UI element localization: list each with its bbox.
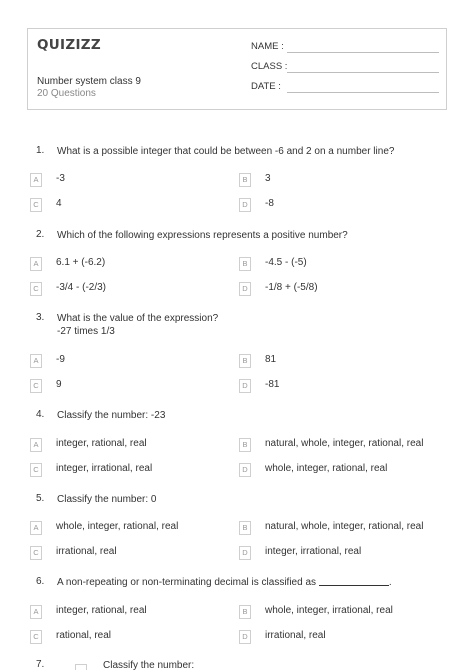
question-text: Which of the following expressions represents a positive number? bbox=[57, 230, 348, 241]
option-text: whole, integer, rational, real bbox=[265, 463, 388, 474]
option-letter: C bbox=[30, 198, 42, 212]
option-letter: B bbox=[239, 354, 251, 368]
question-text: Classify the number: -23 bbox=[57, 410, 166, 421]
option-letter: B bbox=[239, 438, 251, 452]
answer-blank bbox=[319, 585, 389, 586]
question-text: What is a possible integer that could be between -6 and 2 on a number line? bbox=[57, 146, 395, 157]
option-text: natural, whole, integer, rational, real bbox=[265, 438, 424, 449]
question-text-end: . bbox=[388, 577, 392, 588]
option-text: 9 bbox=[56, 379, 62, 390]
question-number: 5. bbox=[36, 493, 45, 504]
class-field[interactable] bbox=[287, 72, 439, 73]
option-letter: B bbox=[239, 521, 251, 535]
class-label: CLASS : bbox=[251, 61, 288, 72]
question-number: 4. bbox=[36, 409, 45, 420]
question-text: Classify the number: 0 bbox=[57, 494, 157, 505]
option-letter: C bbox=[30, 546, 42, 560]
date-field[interactable] bbox=[287, 92, 439, 93]
option-letter: C bbox=[30, 630, 42, 644]
option-text: integer, rational, real bbox=[56, 605, 147, 616]
question-number: 7. bbox=[36, 659, 45, 670]
option-letter-partial bbox=[75, 664, 87, 670]
option-text: -3 bbox=[56, 173, 65, 184]
worksheet-subtitle: 20 Questions bbox=[37, 88, 96, 99]
option-text: natural, whole, integer, rational, real bbox=[265, 521, 424, 532]
option-text: whole, integer, rational, real bbox=[56, 521, 179, 532]
option-text: irrational, real bbox=[265, 630, 326, 641]
question-number: 2. bbox=[36, 229, 45, 240]
option-letter: B bbox=[239, 257, 251, 271]
option-text: -9 bbox=[56, 354, 65, 365]
worksheet-title: Number system class 9 bbox=[37, 76, 141, 87]
option-letter: A bbox=[30, 438, 42, 452]
option-text: -1/8 + (-5/8) bbox=[265, 282, 318, 293]
option-text: -4.5 - (-5) bbox=[265, 257, 307, 268]
option-letter: C bbox=[30, 463, 42, 477]
option-letter: A bbox=[30, 354, 42, 368]
question-text-part: A non-repeating or non-terminating decimal is classified as bbox=[57, 577, 317, 588]
question-text: Classify the number: bbox=[103, 660, 195, 670]
question-number: 6. bbox=[36, 576, 45, 587]
option-letter: D bbox=[239, 630, 251, 644]
option-letter: A bbox=[30, 521, 42, 535]
question-text-line-2: -27 times 1/3 bbox=[57, 326, 115, 337]
option-letter: A bbox=[30, 173, 42, 187]
option-text: -81 bbox=[265, 379, 280, 390]
option-letter: B bbox=[239, 605, 251, 619]
option-letter: D bbox=[239, 546, 251, 560]
option-text: integer, irrational, real bbox=[56, 463, 153, 474]
option-letter: D bbox=[239, 198, 251, 212]
option-text: -3/4 - (-2/3) bbox=[56, 282, 107, 293]
option-letter: D bbox=[239, 379, 251, 393]
option-letter: B bbox=[239, 173, 251, 187]
option-text: integer, rational, real bbox=[56, 438, 147, 449]
question-text bbox=[57, 576, 392, 589]
option-letter: A bbox=[30, 257, 42, 271]
option-letter: D bbox=[239, 463, 251, 477]
option-letter: C bbox=[30, 379, 42, 393]
option-letter: A bbox=[30, 605, 42, 619]
option-text: rational, real bbox=[56, 630, 112, 641]
quizizz-logo: QUIZIZZ bbox=[37, 37, 101, 53]
option-text: -8 bbox=[265, 198, 274, 209]
name-label: NAME : bbox=[251, 41, 284, 52]
option-text: 6.1 + (-6.2) bbox=[56, 257, 106, 268]
option-text: whole, integer, irrational, real bbox=[265, 605, 393, 616]
worksheet-header bbox=[27, 28, 447, 110]
option-text: irrational, real bbox=[56, 546, 117, 557]
question-number: 1. bbox=[36, 145, 45, 156]
name-field[interactable] bbox=[287, 52, 439, 53]
date-label: DATE : bbox=[251, 81, 281, 92]
option-letter: C bbox=[30, 282, 42, 296]
question-number: 3. bbox=[36, 312, 45, 323]
option-text: 3 bbox=[265, 173, 271, 184]
option-letter: D bbox=[239, 282, 251, 296]
option-text: integer, irrational, real bbox=[265, 546, 362, 557]
option-text: 4 bbox=[56, 198, 62, 209]
question-text: What is the value of the expression? bbox=[57, 313, 219, 324]
option-text: 81 bbox=[265, 354, 277, 365]
